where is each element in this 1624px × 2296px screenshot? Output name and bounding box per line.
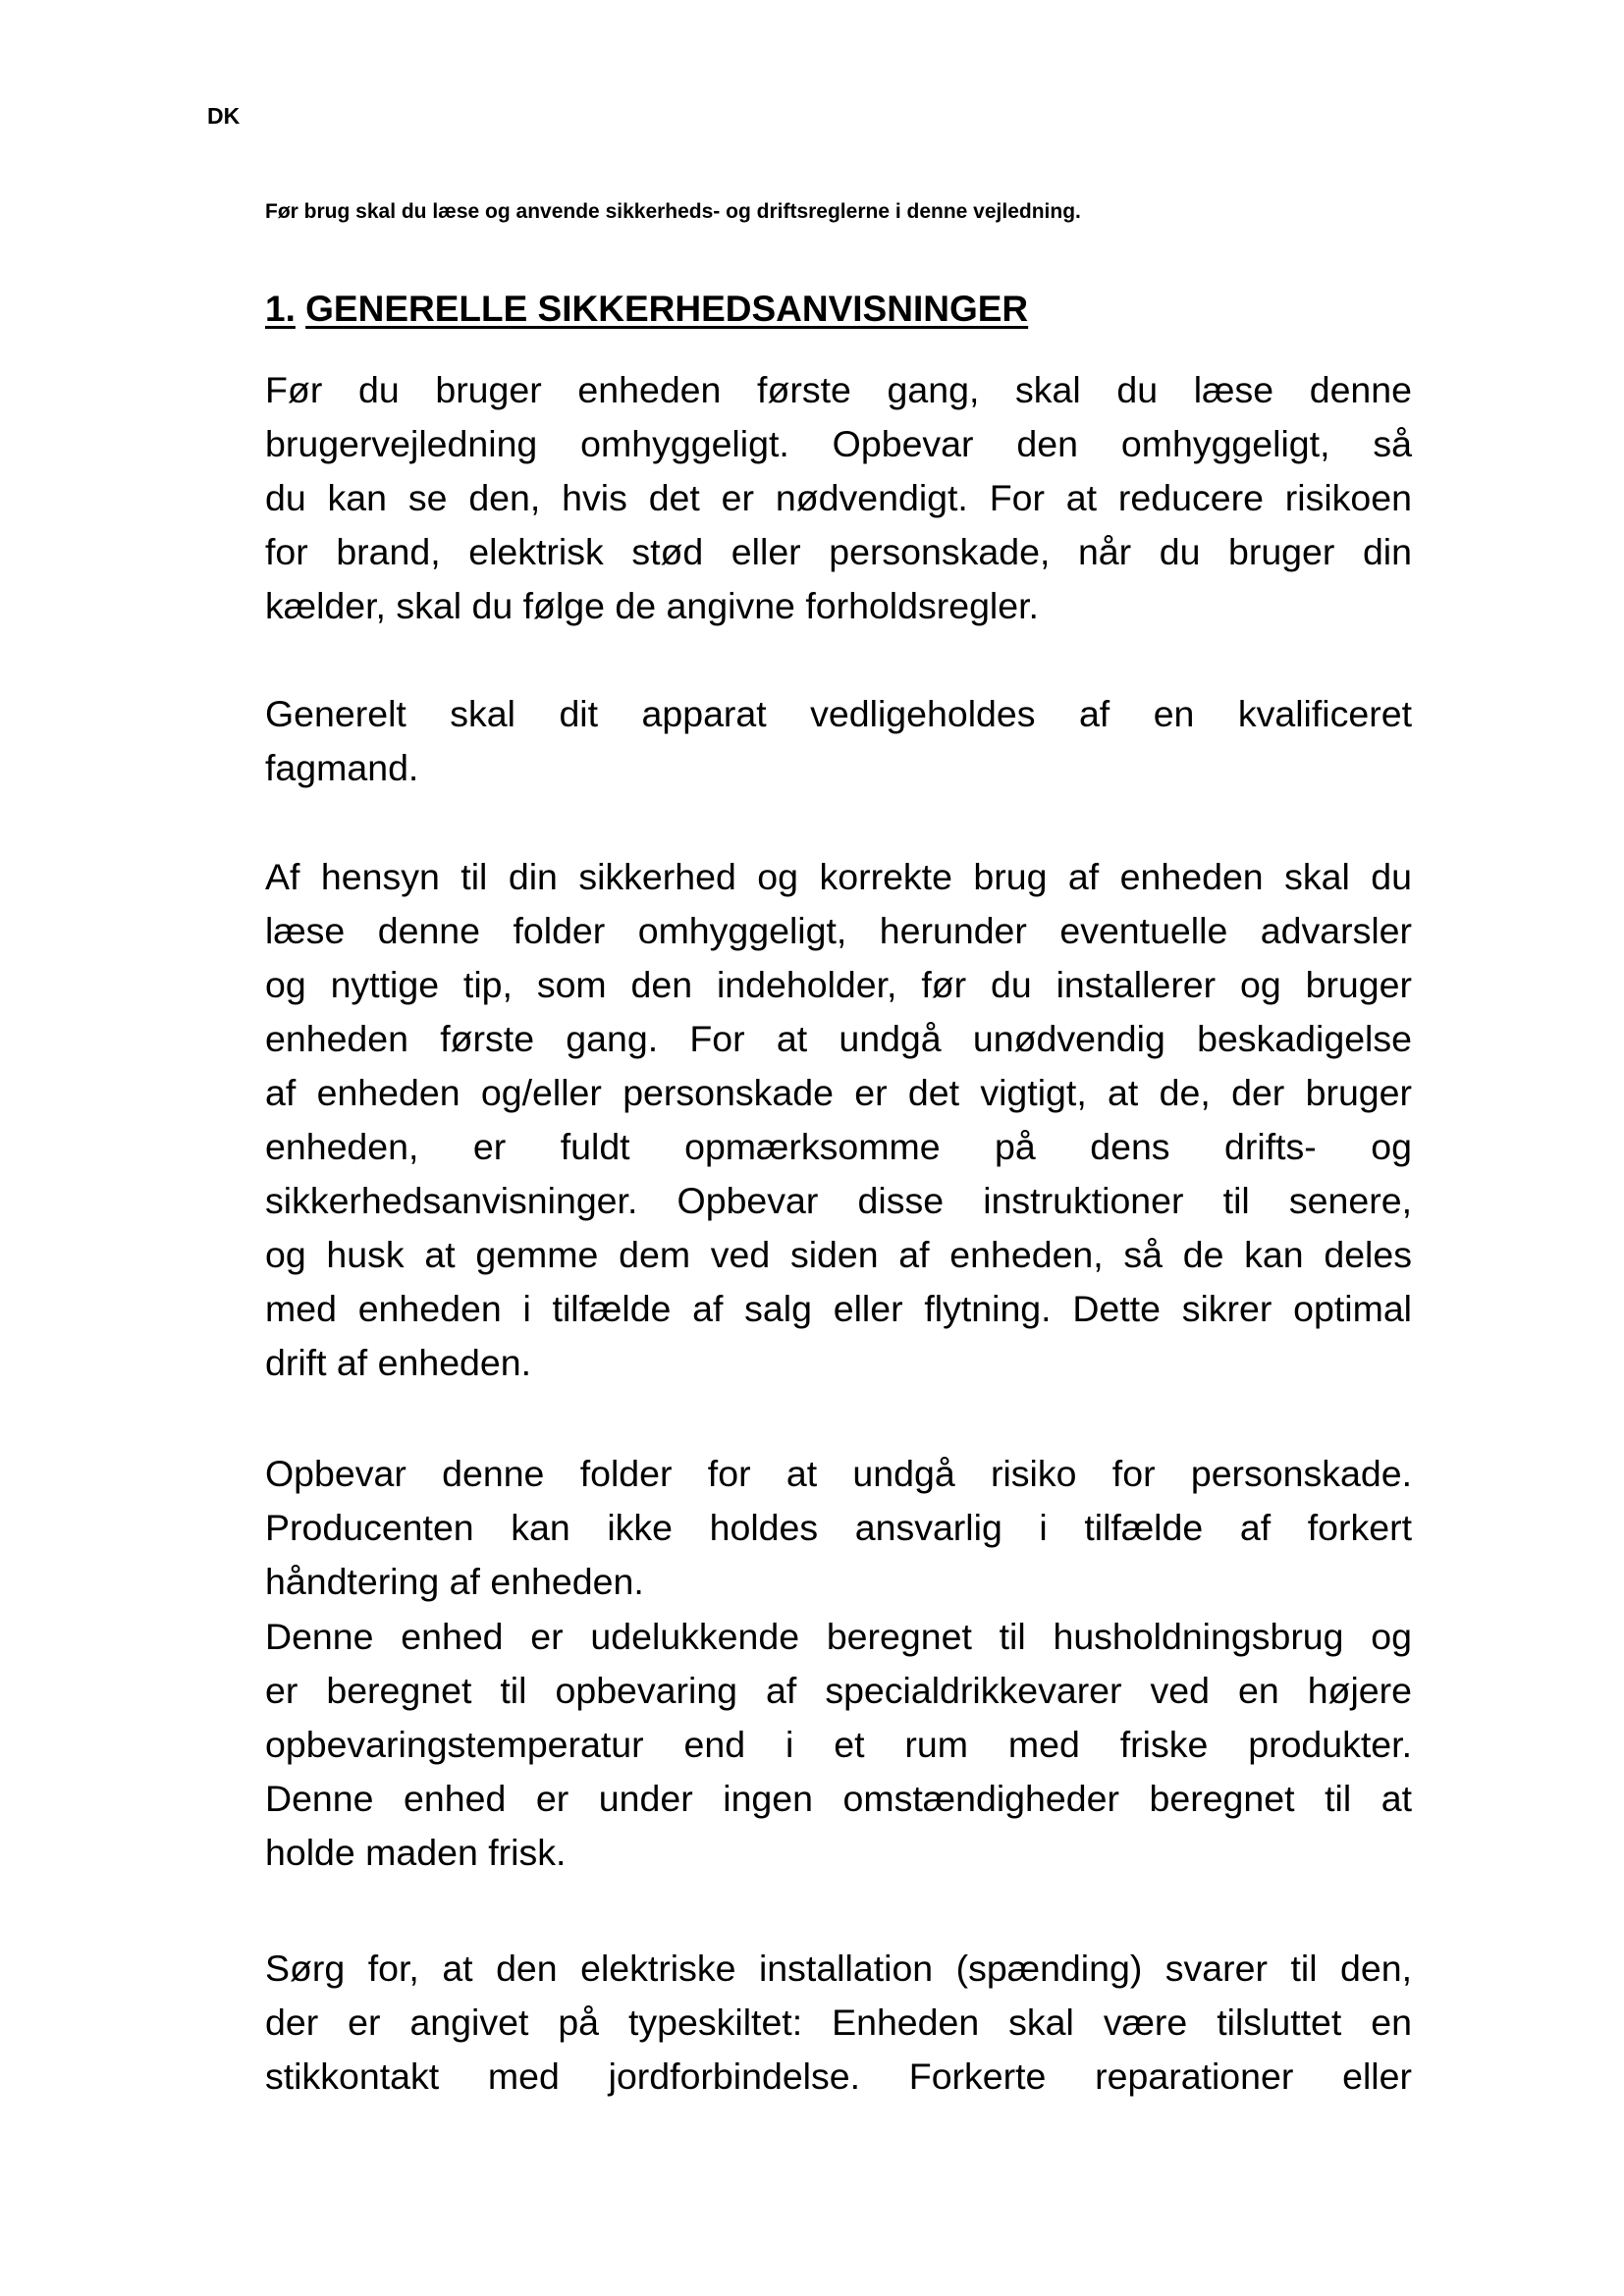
paragraph-line: der er angivet på typeskiltet: Enheden skal være tilsluttet en bbox=[265, 2002, 1412, 2043]
paragraph-line: sikkerhedsanvisninger. Opbevar disse instruktioner til senere, bbox=[265, 1180, 1412, 1221]
paragraph-1 bbox=[265, 363, 1412, 633]
paragraph-line: og husk at gemme dem ved siden af enheden, så de kan deles bbox=[265, 1234, 1412, 1275]
paragraph-line: Generelt skal dit apparat vedligeholdes af en kvalificeret bbox=[265, 693, 1412, 734]
paragraph-3 bbox=[265, 850, 1412, 1390]
paragraph-line: Sørg for, at den elektriske installation (spænding) svarer til den, bbox=[265, 1948, 1412, 1989]
paragraph-5 bbox=[265, 1610, 1412, 1880]
paragraph-line: og nyttige tip, som den indeholder, før du installerer og bruger bbox=[265, 964, 1412, 1005]
paragraph-line: brugervejledning omhyggeligt. Opbevar den omhyggeligt, så bbox=[265, 423, 1412, 464]
paragraph-line: håndtering af enheden. bbox=[265, 1561, 644, 1602]
paragraph-line: af enheden og/eller personskade er det vigtigt, at de, der bruger bbox=[265, 1072, 1412, 1113]
paragraph-line: er beregnet til opbevaring af specialdrikkevarer ved en højere bbox=[265, 1670, 1412, 1711]
paragraph-line: drift af enheden. bbox=[265, 1342, 532, 1383]
paragraph-line: enheden første gang. For at undgå unødvendig beskadigelse bbox=[265, 1018, 1412, 1059]
paragraph-2 bbox=[265, 687, 1412, 795]
paragraph-line: med enheden i tilfælde af salg eller flytning. Dette sikrer optimal bbox=[265, 1288, 1412, 1329]
section-number: 1. bbox=[265, 289, 296, 329]
section-title: GENERELLE SIKKERHEDSANVISNINGER bbox=[305, 289, 1029, 329]
paragraph-line: læse denne folder omhyggeligt, herunder eventuelle advarsler bbox=[265, 910, 1412, 951]
intro-note: Før brug skal du læse og anvende sikkerheds- og driftsreglerne i denne vejledning. bbox=[265, 200, 1081, 223]
paragraph-line: kælder, skal du følge de angivne forholdsregler. bbox=[265, 585, 1039, 626]
paragraph-line: for brand, elektrisk stød eller personskade, når du bruger din bbox=[265, 531, 1412, 572]
paragraph-line: fagmand. bbox=[265, 747, 419, 788]
paragraph-line: Denne enhed er udelukkende beregnet til husholdningsbrug og bbox=[265, 1616, 1412, 1657]
section-heading bbox=[265, 287, 1028, 332]
paragraph-4 bbox=[265, 1447, 1412, 1609]
paragraph-line: Denne enhed er under ingen omstændigheder beregnet til at bbox=[265, 1778, 1412, 1819]
paragraph-line: stikkontakt med jordforbindelse. Forkerte reparationer eller bbox=[265, 2056, 1412, 2097]
paragraph-line: opbevaringstemperatur end i et rum med friske produkter. bbox=[265, 1724, 1412, 1765]
paragraph-6 bbox=[265, 1942, 1412, 2104]
paragraph-line: du kan se den, hvis det er nødvendigt. For at reducere risikoen bbox=[265, 477, 1412, 518]
paragraph-line: Opbevar denne folder for at undgå risiko for personskade. bbox=[265, 1453, 1412, 1494]
paragraph-line: holde maden frisk. bbox=[265, 1832, 567, 1873]
paragraph-line: enheden, er fuldt opmærksomme på dens drifts- og bbox=[265, 1126, 1412, 1167]
language-code: DK bbox=[207, 103, 241, 129]
paragraph-line: Af hensyn til din sikkerhed og korrekte brug af enheden skal du bbox=[265, 856, 1412, 897]
paragraph-line: Før du bruger enheden første gang, skal du læse denne bbox=[265, 369, 1412, 410]
paragraph-line: Producenten kan ikke holdes ansvarlig i tilfælde af forkert bbox=[265, 1507, 1412, 1548]
